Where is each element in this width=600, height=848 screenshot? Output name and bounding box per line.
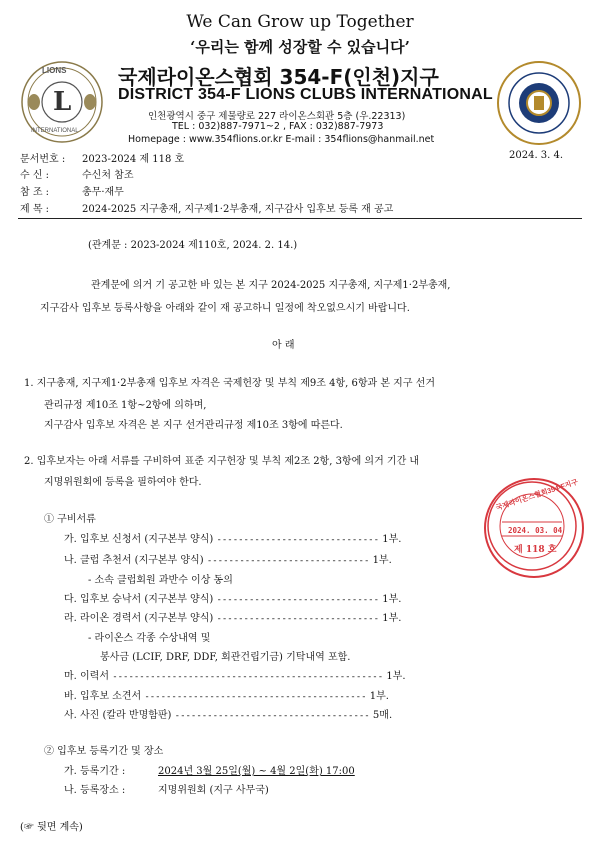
doc-item-lion-career: 라. 라이온 경력서 (지구본부 양식) ------------------------------ 1부.	[64, 613, 402, 624]
org-name-korean: 국제라이온스협회 354-F(인천)지구	[118, 65, 439, 89]
clause-2-line-1: 2. 입후보자는 아래 서류를 구비하여 표준 지구헌장 및 부칙 제2조 2항, 3항에 의거 기간 내	[24, 456, 420, 467]
doc-item-photo: 사. 사진 (칼라 반명함판) ------------------------------------ 5매.	[64, 710, 393, 721]
subject-label: 제 목 :	[20, 204, 50, 215]
doc-date: 2024. 3. 4.	[509, 150, 564, 161]
doc-item-statement: 바. 입후보 소견서 ----------------------------------------- 1부.	[64, 691, 389, 702]
org-address: 인천광역시 중구 제물량로 227 라이온스회관 5층 (우.22313)	[148, 111, 406, 122]
doc-item-note-majority: - 소속 클럽회원 과반수 이상 동의	[88, 575, 233, 586]
intro-line-2: 지구감사 입후보 등록사항을 아래와 같이 재 공고하니 일정에 착오없으시기 바랍니다.	[40, 303, 410, 314]
registration-period-label: 가. 등록기간 :	[64, 766, 126, 777]
doc-number-label: 문서번호 :	[20, 154, 66, 165]
clause-1-line-1: 1. 지구총재, 지구제1·2부총재 입후보 자격은 국제헌장 및 부칙 제9조 4항, 6항과 본 지구 선거	[24, 378, 435, 389]
subject: 2024-2025 지구총재, 지구제1·2부총재, 지구감사 입후보 등록 재 공고	[82, 204, 394, 215]
doc-item-application: 가. 입후보 신청서 (지구본부 양식) ------------------------------ 1부.	[64, 534, 402, 545]
org-tel-fax: TEL : 032)887-7971~2 , FAX : 032)887-7973	[172, 121, 384, 132]
doc-number: 2023-2024 제 118 호	[82, 154, 185, 165]
org-name-english: DISTRICT 354-F LIONS CLUBS INTERNATIONAL	[118, 86, 493, 103]
recipient: 수신처 참조	[82, 170, 134, 181]
continued-note: (☞ 뒷면 계속)	[20, 822, 83, 833]
registration-place-value: 지명위원회 (지구 사무국)	[158, 785, 269, 796]
stamp-ring-text: 국제라이온스협회354-F지구	[495, 478, 580, 513]
emblem-left-letter: L	[53, 87, 72, 117]
slogan-english: We Can Grow up Together	[186, 12, 414, 32]
required-documents-heading: ① 구비서류	[44, 514, 96, 525]
stamp-date: 2024. 03. 04	[508, 526, 563, 535]
reference-label: 참 조 :	[20, 187, 50, 198]
emblem-left-top-text: LIONS	[42, 66, 67, 75]
slogan-korean: ‘우리는 함께 성장할 수 있습니다’	[190, 38, 410, 56]
official-seal-stamp	[484, 478, 584, 578]
emblem-left-bottom-text: INTERNATIONAL	[31, 128, 79, 134]
reference-to: 총무·재무	[82, 187, 124, 198]
doc-item-acceptance: 다. 입후보 승낙서 (지구본부 양식) ------------------------------ 1부.	[64, 594, 402, 605]
clause-1-line-2: 관리규정 제10조 1항~2항에 의하며,	[44, 400, 207, 411]
section-heading-below: 아 래	[272, 340, 295, 351]
reference-document: (관계문 : 2023-2024 제110호, 2024. 2. 14.)	[88, 240, 298, 251]
doc-item-note-awards: - 라이온스 각종 수상내역 및	[88, 633, 211, 644]
doc-item-club-recommendation: 나. 클럽 추천서 (지구본부 양식) ------------------------------ 1부.	[64, 555, 392, 566]
registration-period-value: 2024년 3월 25일(월) ~ 4월 2일(화) 17:00	[158, 766, 355, 777]
registration-place-label: 나. 등록장소 :	[64, 785, 126, 796]
clause-2-line-2: 지명위원회에 등록을 필하여야 한다.	[44, 477, 202, 488]
header-divider	[18, 218, 582, 219]
clause-1-line-3: 지구감사 입후보 자격은 본 지구 선거관리규정 제10조 3항에 따른다.	[44, 420, 343, 431]
doc-item-resume: 마. 이력서 -------------------------------------------------- 1부.	[64, 671, 406, 682]
district-emblem-right	[496, 60, 582, 146]
stamp-number: 제 118 호	[514, 545, 557, 555]
intro-line-1: 관계문에 의거 기 공고한 바 있는 본 지구 2024-2025 지구총재, 지구제1·2부총재,	[91, 280, 451, 291]
doc-item-note-donations: 봉사금 (LCIF, DRF, DDF, 회관건립기금) 기탁내역 포함.	[100, 652, 351, 663]
registration-period-heading: ② 입후보 등록기간 및 장소	[44, 746, 164, 757]
org-homepage-email: Homepage : www.354flions.or.kr E-mail : 354flions@hanmail.net	[128, 134, 435, 145]
recipient-label: 수 신 :	[20, 170, 50, 181]
